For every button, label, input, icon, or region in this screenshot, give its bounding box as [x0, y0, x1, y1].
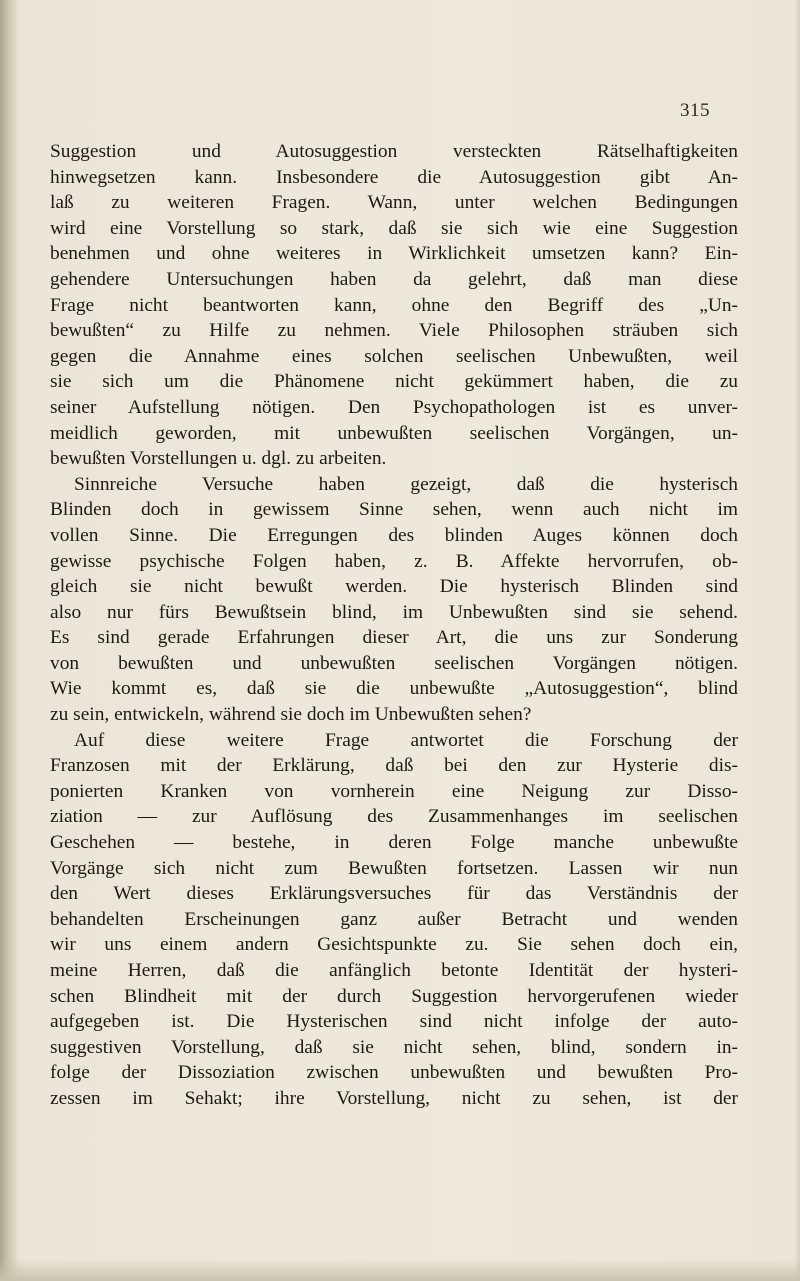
text-line: aufgegeben ist. Die Hysterischen sind nicht infolge der auto- — [50, 1011, 738, 1033]
text-line: laß zu weiteren Fragen. Wann, unter welchen Bedingungen — [50, 192, 738, 214]
text-line: ponierten Kranken von vornherein eine Neigung zur Disso- — [50, 780, 738, 802]
text-line: gleich sie nicht bewußt werden. Die hysterisch Blinden sind — [50, 576, 738, 598]
page-edge-right — [794, 0, 800, 1281]
text-line: meidlich geworden, mit unbewußten seelischen Vorgängen, un- — [50, 422, 738, 444]
text-line: Frage nicht beantworten kann, ohne den Begriff des „Un- — [50, 294, 738, 316]
text-line: Vorgänge sich nicht zum Bewußten fortsetzen. Lassen wir nun — [50, 857, 738, 879]
text-line: wird eine Vorstellung so stark, daß sie sich wie eine Suggestion — [50, 217, 738, 239]
text-line: Suggestion und Autosuggestion versteckten Rätselhaftigkeiten — [50, 141, 738, 162]
text-line: von bewußten und unbewußten seelischen Vorgängen nötigen. — [50, 652, 738, 674]
text-line: Sinnreiche Versuche haben gezeigt, daß die hysterisch — [74, 473, 738, 495]
text-line: also nur fürs Bewußtsein blind, im Unbewußten sind sie sehend. — [50, 601, 738, 623]
text-line: Blinden doch in gewissem Sinne sehen, wenn auch nicht im — [50, 499, 738, 521]
text-line: ziation — zur Auflösung des Zusammenhanges im seelischen — [50, 806, 738, 828]
text-line: gehendere Untersuchungen haben da gelehrt, daß man diese — [50, 268, 738, 290]
text-line: wir uns einem andern Gesichtspunkte zu. Sie sehen doch ein, — [50, 934, 738, 956]
text-line: folge der Dissoziation zwischen unbewußten und bewußten Pro- — [50, 1062, 738, 1084]
text-line: gegen die Annahme eines solchen seelischen Unbewußten, weil — [50, 345, 738, 367]
text-line: schen Blindheit mit der durch Suggestion hervorgerufenen wieder — [50, 985, 738, 1007]
text-line: bewußten“ zu Hilfe zu nehmen. Viele Philosophen sträuben sich — [50, 320, 738, 342]
text-line: Geschehen — bestehe, in deren Folge manche unbewußte — [50, 832, 738, 854]
page-number: 315 — [680, 100, 710, 121]
text-line: Es sind gerade Erfahrungen dieser Art, die uns zur Sonderung — [50, 627, 738, 649]
text-line: behandelten Erscheinungen ganz außer Betracht und wenden — [50, 908, 738, 930]
text-line: zu sein, entwickeln, während sie doch im Unbewußten sehen? — [50, 704, 532, 726]
text-line: suggestiven Vorstellung, daß sie nicht sehen, blind, sondern in- — [50, 1036, 738, 1058]
text-line: zessen im Sehakt; ihre Vorstellung, nicht zu sehen, ist der — [50, 1087, 738, 1109]
binding-gutter — [0, 0, 18, 1281]
text-line: gewisse psychische Folgen haben, z. B. Affekte hervorrufen, ob- — [50, 550, 738, 572]
text-line: sie sich um die Phänomene nicht gekümmert haben, die zu — [50, 371, 738, 393]
text-line: seiner Aufstellung nötigen. Den Psychopathologen ist es unver- — [50, 396, 738, 418]
text-line: Wie kommt es, daß sie die unbewußte „Autosuggestion“, blind — [50, 678, 738, 700]
text-line: bewußten Vorstellungen u. dgl. zu arbeiten. — [50, 448, 387, 470]
text-line: hinwegsetzen kann. Insbesondere die Autosuggestion gibt An- — [50, 166, 738, 188]
text-line: Auf diese weitere Frage antwortet die Forschung der — [74, 729, 738, 751]
text-line: vollen Sinne. Die Erregungen des blinden Auges können doch — [50, 524, 738, 546]
text-line: den Wert dieses Erklärungsversuches für das Verständnis der — [50, 883, 738, 905]
page-edge-bottom — [0, 1259, 800, 1281]
text-line: meine Herren, daß die anfänglich betonte Identität der hysteri- — [50, 960, 738, 981]
text-line: Franzosen mit der Erklärung, daß bei den zur Hysterie dis- — [50, 755, 738, 777]
text-line: benehmen und ohne weiteres in Wirklichkeit umsetzen kann? Ein- — [50, 243, 738, 265]
body-text — [50, 139, 738, 1112]
